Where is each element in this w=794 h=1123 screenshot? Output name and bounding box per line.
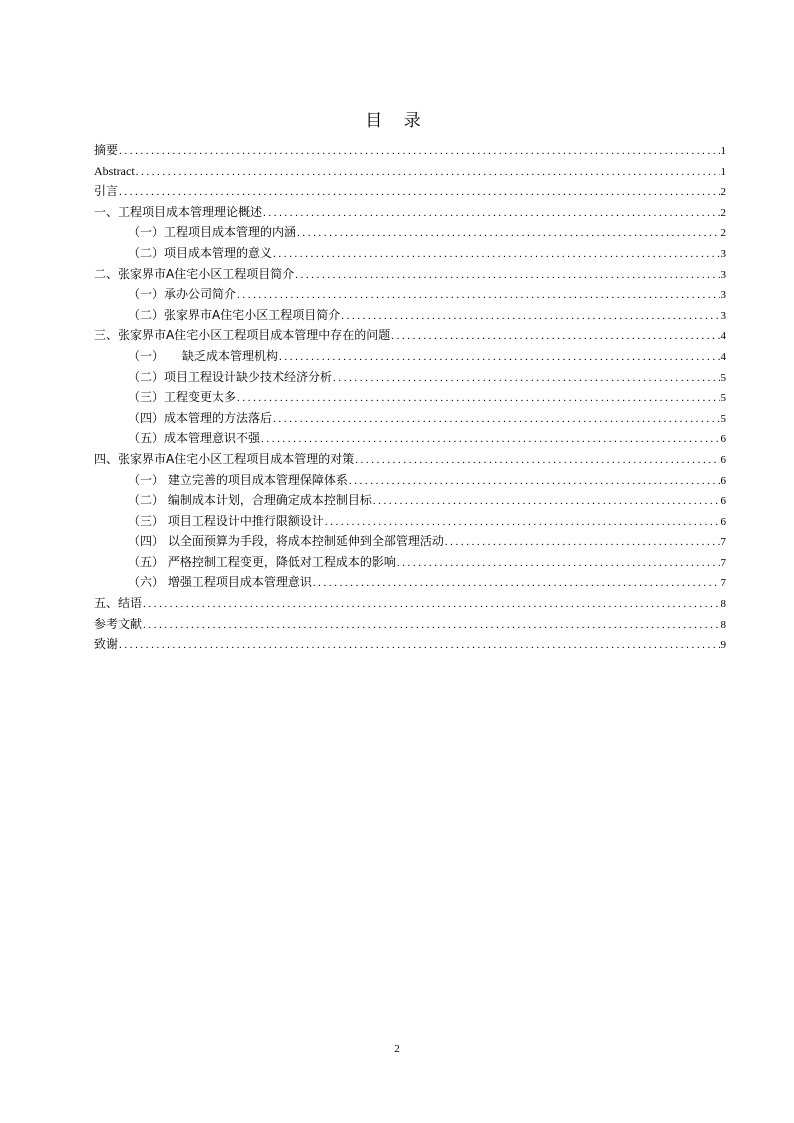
toc-entry[interactable] bbox=[94, 511, 726, 532]
toc-leader-dots bbox=[237, 388, 719, 409]
toc-entry-label: （三）工程变更太多 bbox=[128, 390, 237, 405]
toc-entry-label: Abstract bbox=[94, 163, 135, 178]
toc-entry[interactable] bbox=[94, 593, 726, 614]
toc-entry-label: （五） 严格控制工程变更，降低对工程成本的影响 bbox=[128, 554, 396, 569]
toc-leader-dots bbox=[313, 573, 720, 594]
toc-entry[interactable] bbox=[94, 284, 726, 305]
toc-leader-dots bbox=[273, 244, 719, 265]
toc-leader-dots bbox=[119, 141, 719, 162]
toc-entry-page: 2 bbox=[720, 206, 726, 219]
toc-leader-dots bbox=[349, 471, 720, 492]
toc-entry-page: 1 bbox=[720, 145, 726, 157]
toc-entry-label: （一）承办公司简介 bbox=[128, 287, 237, 302]
toc-entry-label: 四、张家界市A住宅小区工程项目成本管理的对策 bbox=[94, 451, 355, 466]
toc-entry-page: 5 bbox=[720, 412, 726, 425]
toc-leader-dots bbox=[325, 512, 720, 533]
toc-entry-page: 2 bbox=[720, 227, 726, 240]
toc-leader-dots bbox=[136, 162, 720, 183]
toc-leader-dots bbox=[445, 532, 720, 553]
toc-leader-dots bbox=[143, 594, 719, 615]
toc-entry[interactable] bbox=[94, 470, 726, 491]
toc-entry[interactable] bbox=[94, 552, 726, 573]
toc-leader-dots bbox=[237, 285, 719, 306]
toc-leader-dots bbox=[373, 491, 720, 512]
toc-leader-dots bbox=[279, 347, 719, 368]
toc-entry[interactable] bbox=[94, 222, 726, 243]
toc-entry-page: 3 bbox=[720, 289, 726, 302]
toc-leader-dots bbox=[119, 635, 719, 656]
toc-entry[interactable] bbox=[94, 305, 726, 326]
toc-leader-dots bbox=[341, 306, 719, 327]
toc-leader-dots bbox=[143, 615, 719, 636]
toc-entry-page: 6 bbox=[720, 495, 726, 508]
toc-entry-label: 摘要 bbox=[94, 143, 119, 157]
toc-entry-page: 3 bbox=[720, 309, 726, 322]
toc-entry-page: 6 bbox=[720, 474, 726, 487]
toc-leader-dots bbox=[333, 368, 719, 389]
toc-entry-page: 7 bbox=[720, 536, 726, 549]
toc-entry[interactable] bbox=[94, 449, 726, 470]
toc-entry-label: （二）项目工程设计缺少技术经济分析 bbox=[128, 369, 333, 384]
toc-entry-page: 3 bbox=[720, 268, 726, 281]
toc-entry-label: （二）项目成本管理的意义 bbox=[128, 245, 273, 260]
toc-entry-page: 1 bbox=[720, 165, 726, 178]
toc-entry[interactable] bbox=[94, 264, 726, 285]
toc-leader-dots bbox=[397, 553, 720, 574]
toc-entry-label: （一） 建立完善的项目成本管理保障体系 bbox=[128, 472, 348, 487]
toc-leader-dots bbox=[391, 326, 719, 347]
toc-entry-page: 4 bbox=[720, 350, 726, 363]
toc-leader-dots bbox=[261, 429, 719, 450]
toc-entry-label: （四） 以全面预算为手段，将成本控制延伸到全部管理活动 bbox=[128, 534, 444, 549]
toc-entry-page: 7 bbox=[720, 577, 726, 590]
table-of-contents bbox=[94, 140, 726, 655]
toc-title: 目 录 bbox=[365, 111, 429, 131]
toc-entry-page: 6 bbox=[720, 453, 726, 466]
toc-entry[interactable] bbox=[94, 531, 726, 552]
toc-entry-page: 4 bbox=[720, 330, 726, 343]
toc-entry[interactable] bbox=[94, 181, 726, 202]
toc-entry[interactable] bbox=[94, 428, 726, 449]
toc-leader-dots bbox=[273, 409, 719, 430]
toc-entry-page: 8 bbox=[720, 618, 726, 631]
toc-entry-label: （四）成本管理的方法落后 bbox=[128, 410, 273, 425]
toc-entry-label: 参考文献 bbox=[94, 616, 143, 631]
toc-entry-label: 三、张家界市A住宅小区工程项目成本管理中存在的问题 bbox=[94, 328, 391, 343]
toc-entry-label: （二） 编制成本计划，合理确定成本控制目标 bbox=[128, 493, 372, 508]
toc-leader-dots bbox=[119, 182, 719, 203]
toc-entry[interactable] bbox=[94, 346, 726, 367]
toc-entry[interactable] bbox=[94, 634, 726, 655]
toc-entry[interactable] bbox=[94, 140, 726, 161]
toc-leader-dots bbox=[263, 203, 719, 224]
toc-entry[interactable] bbox=[94, 367, 726, 388]
toc-entry[interactable] bbox=[94, 387, 726, 408]
page-number-footer: 2 bbox=[394, 1043, 400, 1055]
toc-entry-page: 6 bbox=[720, 515, 726, 528]
toc-leader-dots bbox=[297, 223, 719, 244]
toc-entry[interactable] bbox=[94, 408, 726, 429]
toc-entry-page: 9 bbox=[720, 639, 726, 652]
toc-entry-page: 8 bbox=[720, 598, 726, 611]
toc-entry-label: （五）成本管理意识不强 bbox=[128, 431, 261, 446]
toc-entry-label: 致谢 bbox=[94, 637, 119, 652]
toc-entry-page: 5 bbox=[720, 371, 726, 384]
toc-leader-dots bbox=[295, 265, 719, 286]
toc-entry-label: （一）工程项目成本管理的内涵 bbox=[128, 225, 297, 240]
toc-entry-page: 6 bbox=[720, 433, 726, 446]
toc-entry-label: （三） 项目工程设计中推行限额设计 bbox=[128, 513, 324, 528]
toc-entry[interactable] bbox=[94, 490, 726, 511]
toc-entry-label: （六） 增强工程项目成本管理意识 bbox=[128, 575, 312, 590]
toc-entry[interactable] bbox=[94, 614, 726, 635]
toc-entry-label: 二、张家界市A住宅小区工程项目简介 bbox=[94, 266, 295, 281]
toc-entry[interactable] bbox=[94, 572, 726, 593]
toc-entry-label: （一） 缺乏成本管理机构 bbox=[128, 348, 279, 363]
toc-entry[interactable] bbox=[94, 161, 726, 182]
toc-entry-page: 3 bbox=[720, 247, 726, 260]
toc-entry-label: 五、结语 bbox=[94, 596, 143, 611]
toc-entry-label: （二）张家界市A住宅小区工程项目简介 bbox=[128, 307, 341, 322]
toc-entry[interactable] bbox=[94, 243, 726, 264]
toc-entry-page: 2 bbox=[720, 186, 726, 199]
toc-leader-dots bbox=[355, 450, 719, 471]
toc-entry-label: 一、工程项目成本管理理论概述 bbox=[94, 204, 263, 219]
toc-entry-page: 5 bbox=[720, 392, 726, 405]
toc-entry[interactable] bbox=[94, 325, 726, 346]
toc-entry-page: 7 bbox=[720, 556, 726, 569]
toc-entry-label: 引言 bbox=[94, 184, 119, 199]
toc-entry[interactable] bbox=[94, 202, 726, 223]
